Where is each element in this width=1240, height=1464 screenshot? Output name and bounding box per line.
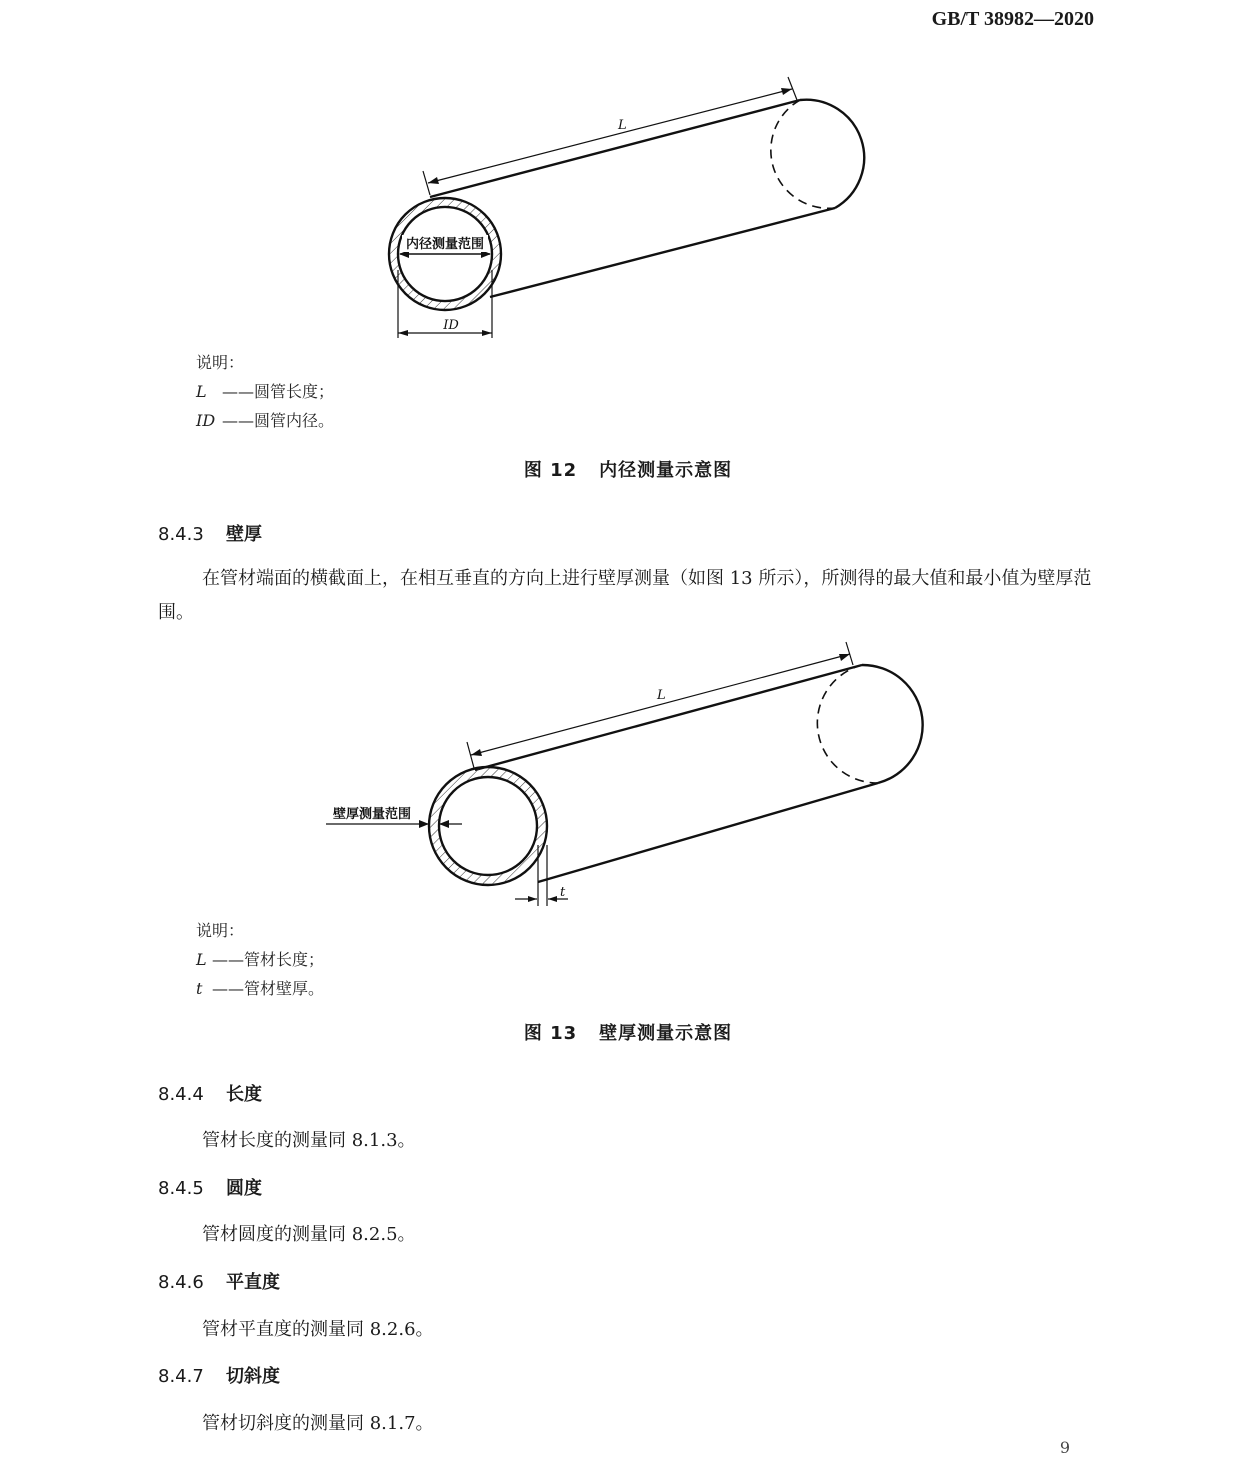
figure-13-legend [196,916,324,1003]
section-heading-8-4-5: 8.4.5 圆度 [158,1178,262,1199]
legend-title: 说明： [196,921,245,940]
section-8-4-7-body: 管材切斜度的测量同 8.1.7。 [202,1413,434,1434]
section-8-4-6-body: 管材平直度的测量同 8.2.6。 [202,1319,434,1340]
far-end-hidden [771,100,835,208]
page-number: 9 [1059,1438,1070,1457]
t-dimension-label: t [560,885,566,900]
legend-item: L ——圆管长度； [196,382,335,401]
legend-title: 说明： [196,353,245,372]
figure-12-caption: 图 12 内径测量示意图 [523,460,733,481]
length-dimension-label: L [618,118,627,133]
id-dimension-label: ID [443,318,459,333]
length-dimension-label: L [657,688,666,703]
legend-item: ID ——圆管内径。 [196,411,335,430]
tube-bottom-edge [490,208,835,297]
tube-top-edge [430,100,800,197]
section-8-4-3-body: 在管材端面的横截面上，在相互垂直的方向上进行壁厚测量（如图 13 所示），所测得的最大值和最小值为壁厚范围。 [158,568,1092,623]
section-heading-8-4-7: 8.4.7 切斜度 [158,1366,280,1387]
figure-12-diagram [380,70,890,345]
standard-code: GB/T 38982—2020 [931,8,1094,30]
legend-item: t ——管材壁厚。 [196,979,325,998]
id-range-label: 内径测量范围 [405,237,485,252]
figure-13-caption: 图 13 壁厚测量示意图 [523,1023,733,1044]
section-heading-8-4-3: 8.4.3 壁厚 [158,524,262,545]
wall-range-label: 壁厚测量范围 [332,807,412,822]
legend-item: L ——管材长度； [196,950,325,969]
far-end-visible [800,100,864,208]
figure-12-legend [196,348,334,435]
figure-13-diagram [320,635,940,915]
section-heading-8-4-6: 8.4.6 平直度 [158,1272,280,1293]
section-heading-8-4-4: 8.4.4 长度 [158,1084,262,1105]
section-8-4-4-body: 管材长度的测量同 8.1.3。 [202,1130,416,1151]
section-8-4-5-body: 管材圆度的测量同 8.2.5。 [202,1224,416,1245]
